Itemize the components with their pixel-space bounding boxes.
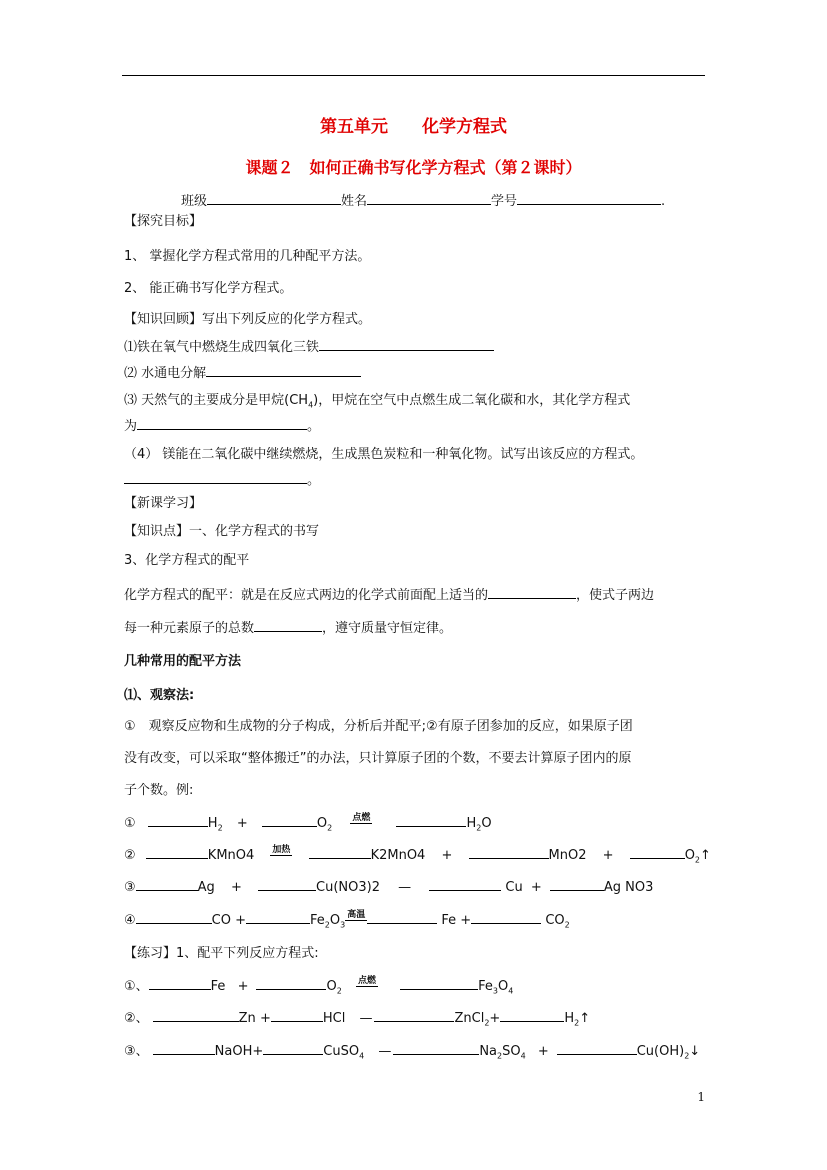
review-item-3 [124,389,630,410]
review-2-text: ⑵ 水通电分解 [124,366,207,381]
knowledge-point-heading: 【知识点】一、化学方程式的书写 [124,524,320,539]
eq1-a: H [207,816,218,831]
eq1-number: ① [124,816,136,831]
eq3-number: ③ [124,880,136,895]
eq3-blank-c[interactable] [429,878,501,891]
eq2-blank-d[interactable] [630,846,685,859]
p2-blank-a[interactable] [153,1009,239,1022]
practice-equation-3 [124,1040,700,1061]
p3-yields: — [378,1044,392,1059]
p1-a: Fe [210,979,226,994]
review-3-end: 。 [307,419,321,434]
eq1-blank-a[interactable] [148,814,208,827]
observe-paragraph-3: 子个数。例: [124,783,194,798]
p1-b-sub: 2 [336,986,342,996]
review-3-prefix: 为 [124,419,138,434]
balance-def-text-a: 化学方程式的配平：就是在反应式两边的化学式前面配上适当的 [124,588,489,603]
p1-c2-sub: 4 [508,986,514,996]
eq2-number: ② [124,848,136,863]
info-end: . [661,194,666,209]
p2-d: H [564,1011,575,1026]
p1-number: ①、 [124,979,149,994]
eq2-b: K2MnO4 [370,848,426,863]
p1-b: O [326,979,337,994]
review-4-blank[interactable] [124,471,307,484]
eq3-yields: — [398,880,412,895]
eq2-plus-2: + [602,848,614,863]
review-item-3-line2 [124,415,320,434]
review-title: 【知识回顾】写出下列反应的化学方程式。 [124,312,372,327]
review-item-4: （4） 镁能在二氧化碳中继续燃烧，生成黑色炭粒和一种氧化物。试写出该反应的方程式。 [124,447,644,462]
eq4-number: ④ [124,913,136,928]
p2-blank-d[interactable] [500,1009,564,1022]
p2-b: HCl [322,1011,346,1026]
review-4-end: 。 [307,473,321,488]
observe-method-heading: ⑴、观察法: [124,688,195,703]
eq2-blank-c[interactable] [469,846,549,859]
p3-plus: + [252,1044,264,1059]
eq4-b2-sub: 3 [340,920,346,930]
eq1-c: H [466,816,477,831]
class-label: 班级 [181,194,208,209]
p2-c-sub: 2 [484,1018,490,1028]
eq4-plus: + [235,913,247,928]
eq4-blank-d[interactable] [471,911,541,924]
review-3-text-a: ⑶ 天然气的主要成分是甲烷(CH [124,393,309,408]
p2-c: ZnCl [454,1011,485,1026]
section-goals: 【探究目标】 [124,214,203,229]
eq3-blank-b[interactable] [258,878,316,891]
p3-d-sub: 2 [684,1051,690,1061]
eq4-b-sub: 2 [324,920,330,930]
p3-blank-c[interactable] [393,1042,479,1055]
eq1-a-sub: 2 [217,823,223,833]
eq3-a: Ag [197,880,215,895]
eq2-a: KMnO4 [207,848,255,863]
eq3-plus: + [230,880,242,895]
balance-definition-2 [124,617,452,636]
p3-blank-a[interactable] [153,1042,215,1055]
p2-yields: — [359,1011,373,1026]
review-2-blank[interactable] [206,364,361,377]
p2-number: ②、 [124,1011,149,1026]
eq4-c: Fe [441,913,457,928]
p3-blank-b[interactable] [263,1042,323,1055]
balance-definition-1 [124,584,654,603]
p3-b-sub: 4 [359,1051,365,1061]
eq2-c: MnO2 [548,848,587,863]
review-3-text-b: )，甲烷在空气中点燃生成二氧化碳和水，其化学方程式 [313,393,631,408]
eq4-plus-2: + [460,913,472,928]
review-item-2 [124,362,361,381]
example-equation-4 [124,910,570,930]
p1-c: Fe [478,979,493,994]
p3-c2-sub: 4 [520,1051,526,1061]
eq3-b: Cu(NO3)2 [316,880,380,895]
review-3-sub: 4 [308,400,314,410]
example-equation-3 [124,878,653,895]
eq4-d-sub: 2 [564,920,570,930]
balance-heading: 3、化学方程式的配平 [124,553,250,568]
eq4-blank-b[interactable] [246,911,310,924]
condition-high-temperature: 高温 [347,910,366,920]
eq4-d: CO [545,913,565,928]
number-label: 学号 [491,194,518,209]
lesson-title: 课题２ 如何正确书写化学方程式（第２课时） [245,158,582,177]
p2-blank-b[interactable] [271,1009,323,1022]
review-item-4-line2 [124,469,320,488]
p2-d-sub: 2 [574,1018,580,1028]
p3-c2: SO [502,1044,521,1059]
gas-arrow-up-icon-2: ↑ [579,1011,591,1026]
p1-blank-b[interactable] [256,977,326,990]
example-equation-1 [124,813,492,833]
eq2-blank-b[interactable] [309,846,371,859]
eq2-blank-a[interactable] [146,846,208,859]
practice-equation-1 [124,975,513,996]
eq2-d-sub: 2 [694,855,701,865]
observe-paragraph-2: 没有改变，可以采取“整体搬迁”的办法，只计算原子团的个数，不要去计算原子团内的原 [124,751,632,766]
eq4-blank-a[interactable] [136,911,212,924]
eq3-d: Ag NO3 [603,880,654,895]
p1-blank-a[interactable] [149,977,211,990]
p1-c-sub: 3 [492,986,498,996]
eq3-blank-a[interactable] [136,878,198,891]
p3-b: CuSO [323,1044,360,1059]
page-number: 1 [697,1090,705,1104]
p3-d: Cu(OH) [636,1044,685,1059]
student-info-line [181,190,665,209]
name-label: 姓名 [341,194,368,209]
precipitate-arrow-down-icon: ↓ [689,1044,701,1059]
balance-def-text-b: ，使式子两边 [576,588,655,603]
p3-plus-2: + [537,1044,549,1059]
eq1-c-sub: 2 [476,823,482,833]
eq2-plus: + [441,848,453,863]
eq4-blank-c[interactable] [367,911,437,924]
header-rule [122,75,705,76]
goal-2: 2、 能正确书写化学方程式。 [124,281,293,296]
review-1-text: ⑴铁在氧气中燃烧生成四氧化三铁 [124,340,320,355]
condition-ignite-2: 点燃 [357,976,376,986]
p1-c2: O [497,979,509,994]
eq1-b: O [316,816,328,831]
p2-blank-c[interactable] [374,1009,454,1022]
p2-plus: + [259,1011,271,1026]
review-1-blank[interactable] [319,338,494,351]
observe-paragraph-1: ① 观察反应物和生成物的分子构成，分析后并配平;②有原子团参加的反应，如果原子团 [124,719,633,734]
balance-def-text-c: 每一种元素原子的总数 [124,621,255,636]
review-3-blank[interactable] [137,417,307,430]
class-blank[interactable] [207,192,341,205]
eq1-b-sub: 2 [327,823,333,833]
eq1-blank-b[interactable] [262,814,317,827]
eq1-plus: + [236,816,248,831]
example-equation-2 [124,845,711,865]
condition-heat: 加热 [272,845,291,855]
number-blank[interactable] [517,192,661,205]
practice-equation-2 [124,1007,590,1028]
p3-c-sub: 2 [497,1051,503,1061]
practice-heading: 【练习】1、配平下列反应方程式: [124,946,319,961]
condition-ignite: 点燃 [352,813,371,823]
methods-heading: 几种常用的配平方法 [124,654,242,669]
p3-number: ③、 [124,1044,149,1059]
p1-blank-c[interactable] [400,977,478,990]
new-learning-heading: 【新课学习】 [124,496,203,511]
eq3-blank-d[interactable] [550,878,604,891]
goal-1: 1、 掌握化学方程式常用的几种配平方法。 [124,249,371,264]
p3-a: NaOH [214,1044,253,1059]
gas-arrow-up-icon: ↑ [700,848,711,863]
p2-plus-2: + [489,1011,501,1026]
eq3-c: Cu [505,880,523,895]
eq1-c2: O [481,816,492,831]
balance-def-text-d: ，遵守质量守恒定律。 [322,621,453,636]
eq4-b2: O [329,913,341,928]
name-blank[interactable] [367,192,491,205]
p3-c: Na [479,1044,498,1059]
eq4-b: Fe [310,913,325,928]
eq2-d: O [684,848,695,863]
eq1-blank-c[interactable] [396,814,466,827]
unit-title: 第五单元 化学方程式 [320,117,507,137]
p1-plus: + [237,979,249,994]
balance-blank-2[interactable] [254,619,322,632]
eq4-a: CO [211,913,231,928]
eq3-plus-2: + [530,880,542,895]
review-item-1 [124,336,494,355]
p3-blank-d[interactable] [557,1042,637,1055]
p2-a: Zn [238,1011,256,1026]
balance-blank-1[interactable] [488,586,576,599]
